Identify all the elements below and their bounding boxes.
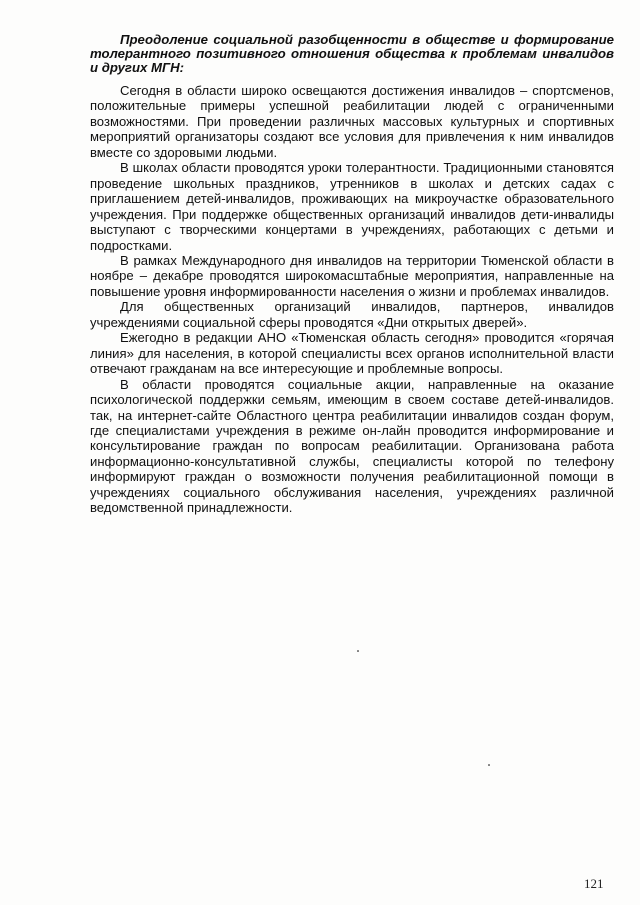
scan-speck (357, 650, 359, 652)
paragraph-1: Сегодня в области широко освещаются достижения инвалидов – спортсменов, положительные примеры успешной реабилитации людей с ограниченными возможностями. При проведении различных массовых культурных и спортивных мероприятий организаторы создают все условия для привлечения к ним инвалидов вместе со здоровыми людьми. (90, 83, 614, 160)
paragraph-2: В школах области проводятся уроки толерантности. Традиционными становятся проведение школьных праздников, утренников в школах и детских садах с приглашением детей-инвалидов, проживающих на микроучастке образовательного учреждения. При поддержке общественных организаций инвалидов дети-инвалиды выступают с творческими концертами в учреждениях, работающих с детьми и подростками. (90, 160, 614, 253)
paragraph-6: В области проводятся социальные акции, направленные на оказание психологической поддержки семьям, имеющим в своем составе детей-инвалидов. так, на интернет-сайте Областного центра реабилитации инвалидов создан форум, где специалистами учреждения в режиме он-лайн проводится информирование и консультирование граждан по вопросам реабилитации. Организована работа информационно-консультативной службы, специалисты которой по телефону информируют граждан о возможности получения реабилитационной помощи в учреждениях социального обслуживания населения, учреждениях различной ведомственной принадлежности. (90, 376, 614, 516)
paragraph-5: Ежегодно в редакции АНО «Тюменская область сегодня» проводится «горячая линия» для населения, в которой специалисты всех органов исполнительной власти отвечают гражданам на все интересующие и проблемные вопросы. (90, 330, 614, 377)
body-text (90, 83, 614, 516)
paragraph-3: В рамках Международного дня инвалидов на территории Тюменской области в ноябре – декабре проводятся широкомасштабные мероприятия, направленные на повышение уровня информированности населения о жизни и проблемах инвалидов. (90, 252, 614, 299)
section-heading: Преодоление социальной разобщенности в обществе и формирование толерантного позитивного отношения общества к проблемам инвалидов и других МГН: (90, 32, 614, 75)
page-number: 121 (584, 876, 604, 891)
paragraph-4: Для общественных организаций инвалидов, партнеров, инвалидов учреждениями социальной сферы проводятся «Дни открытых дверей». (90, 299, 614, 330)
scan-speck (488, 764, 490, 766)
